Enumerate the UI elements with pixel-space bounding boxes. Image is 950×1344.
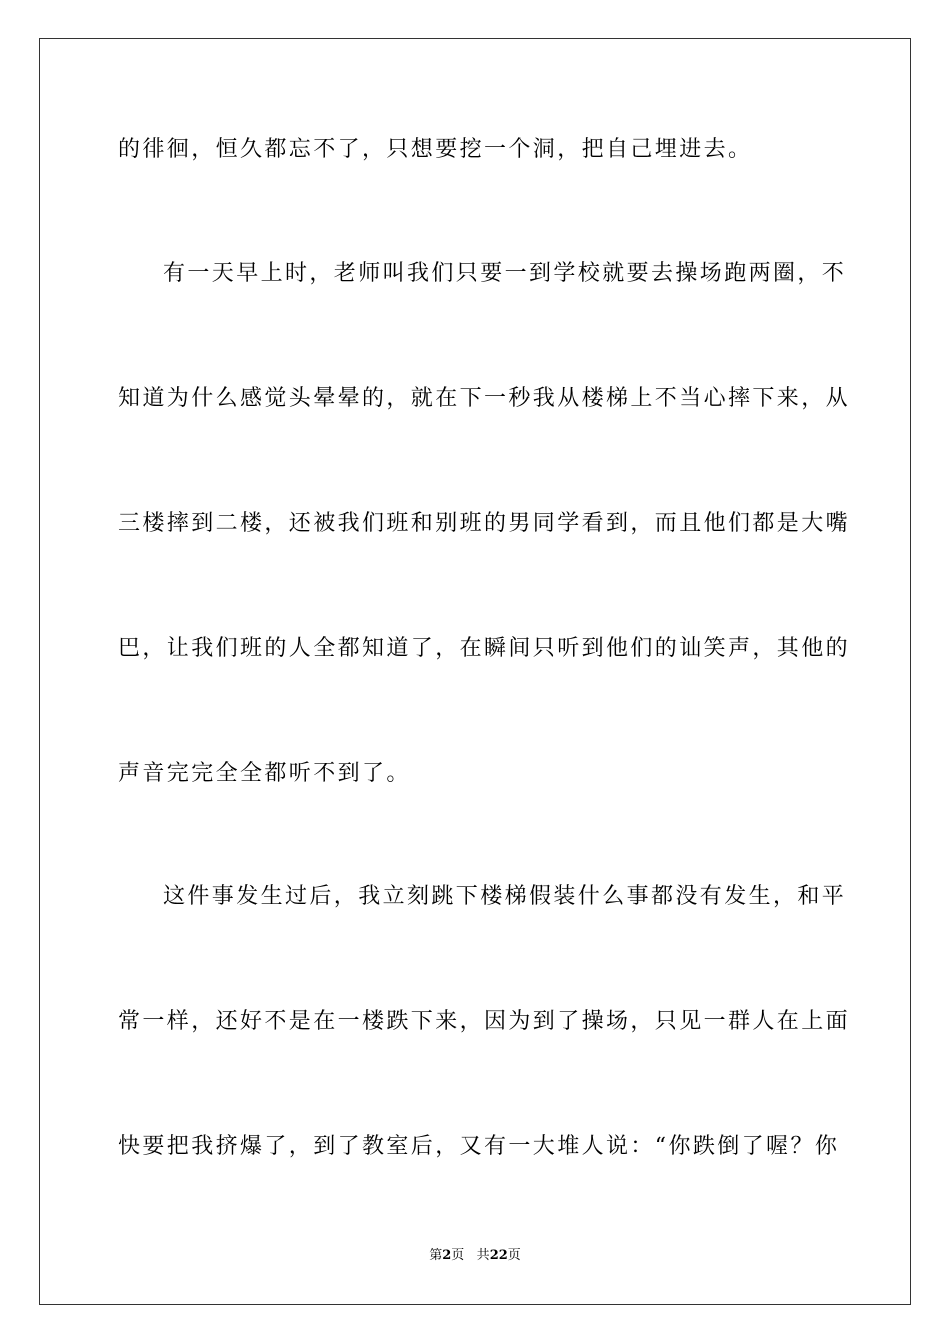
page-suffix: 页 bbox=[451, 1248, 465, 1263]
paragraph-line: 声音完完全全都听不到了。 bbox=[118, 761, 411, 786]
total-pages: 22 bbox=[489, 1248, 508, 1263]
paragraph-line: 知道为什么感觉头晕晕的，就在下一秒我从楼梯上不当心摔下来，从 bbox=[118, 386, 851, 411]
page-number: 2 bbox=[442, 1248, 452, 1263]
paragraph-line: 三楼摔到二楼，还被我们班和别班的男同学看到，而且他们都是大嘴 bbox=[118, 511, 851, 536]
paragraph-line: 的徘徊，恒久都忘不了，只想要挖一个洞，把自己埋进去。 bbox=[118, 137, 753, 162]
paragraph-line: 巴，让我们班的人全都知道了，在瞬间只听到他们的讪笑声，其他的 bbox=[118, 636, 851, 661]
paragraph-line: 这件事发生过后，我立刻跳下楼梯假装什么事都没有发生，和平 bbox=[163, 884, 847, 909]
paragraph-line: 常一样，还好不是在一楼跌下来，因为到了操场，只见一群人在上面 bbox=[118, 1009, 851, 1034]
total-suffix: 页 bbox=[507, 1248, 521, 1263]
paragraph-line: 快要把我挤爆了，到了教室后，又有一大堆人说：“你跌倒了喔？你 bbox=[118, 1134, 840, 1159]
total-prefix: 共 bbox=[476, 1248, 490, 1263]
page-prefix: 第 bbox=[429, 1248, 443, 1263]
page-footer bbox=[0, 1247, 950, 1265]
page-border bbox=[39, 38, 911, 1305]
paragraph-line: 有一天早上时，老师叫我们只要一到学校就要去操场跑两圈，不 bbox=[163, 261, 847, 286]
